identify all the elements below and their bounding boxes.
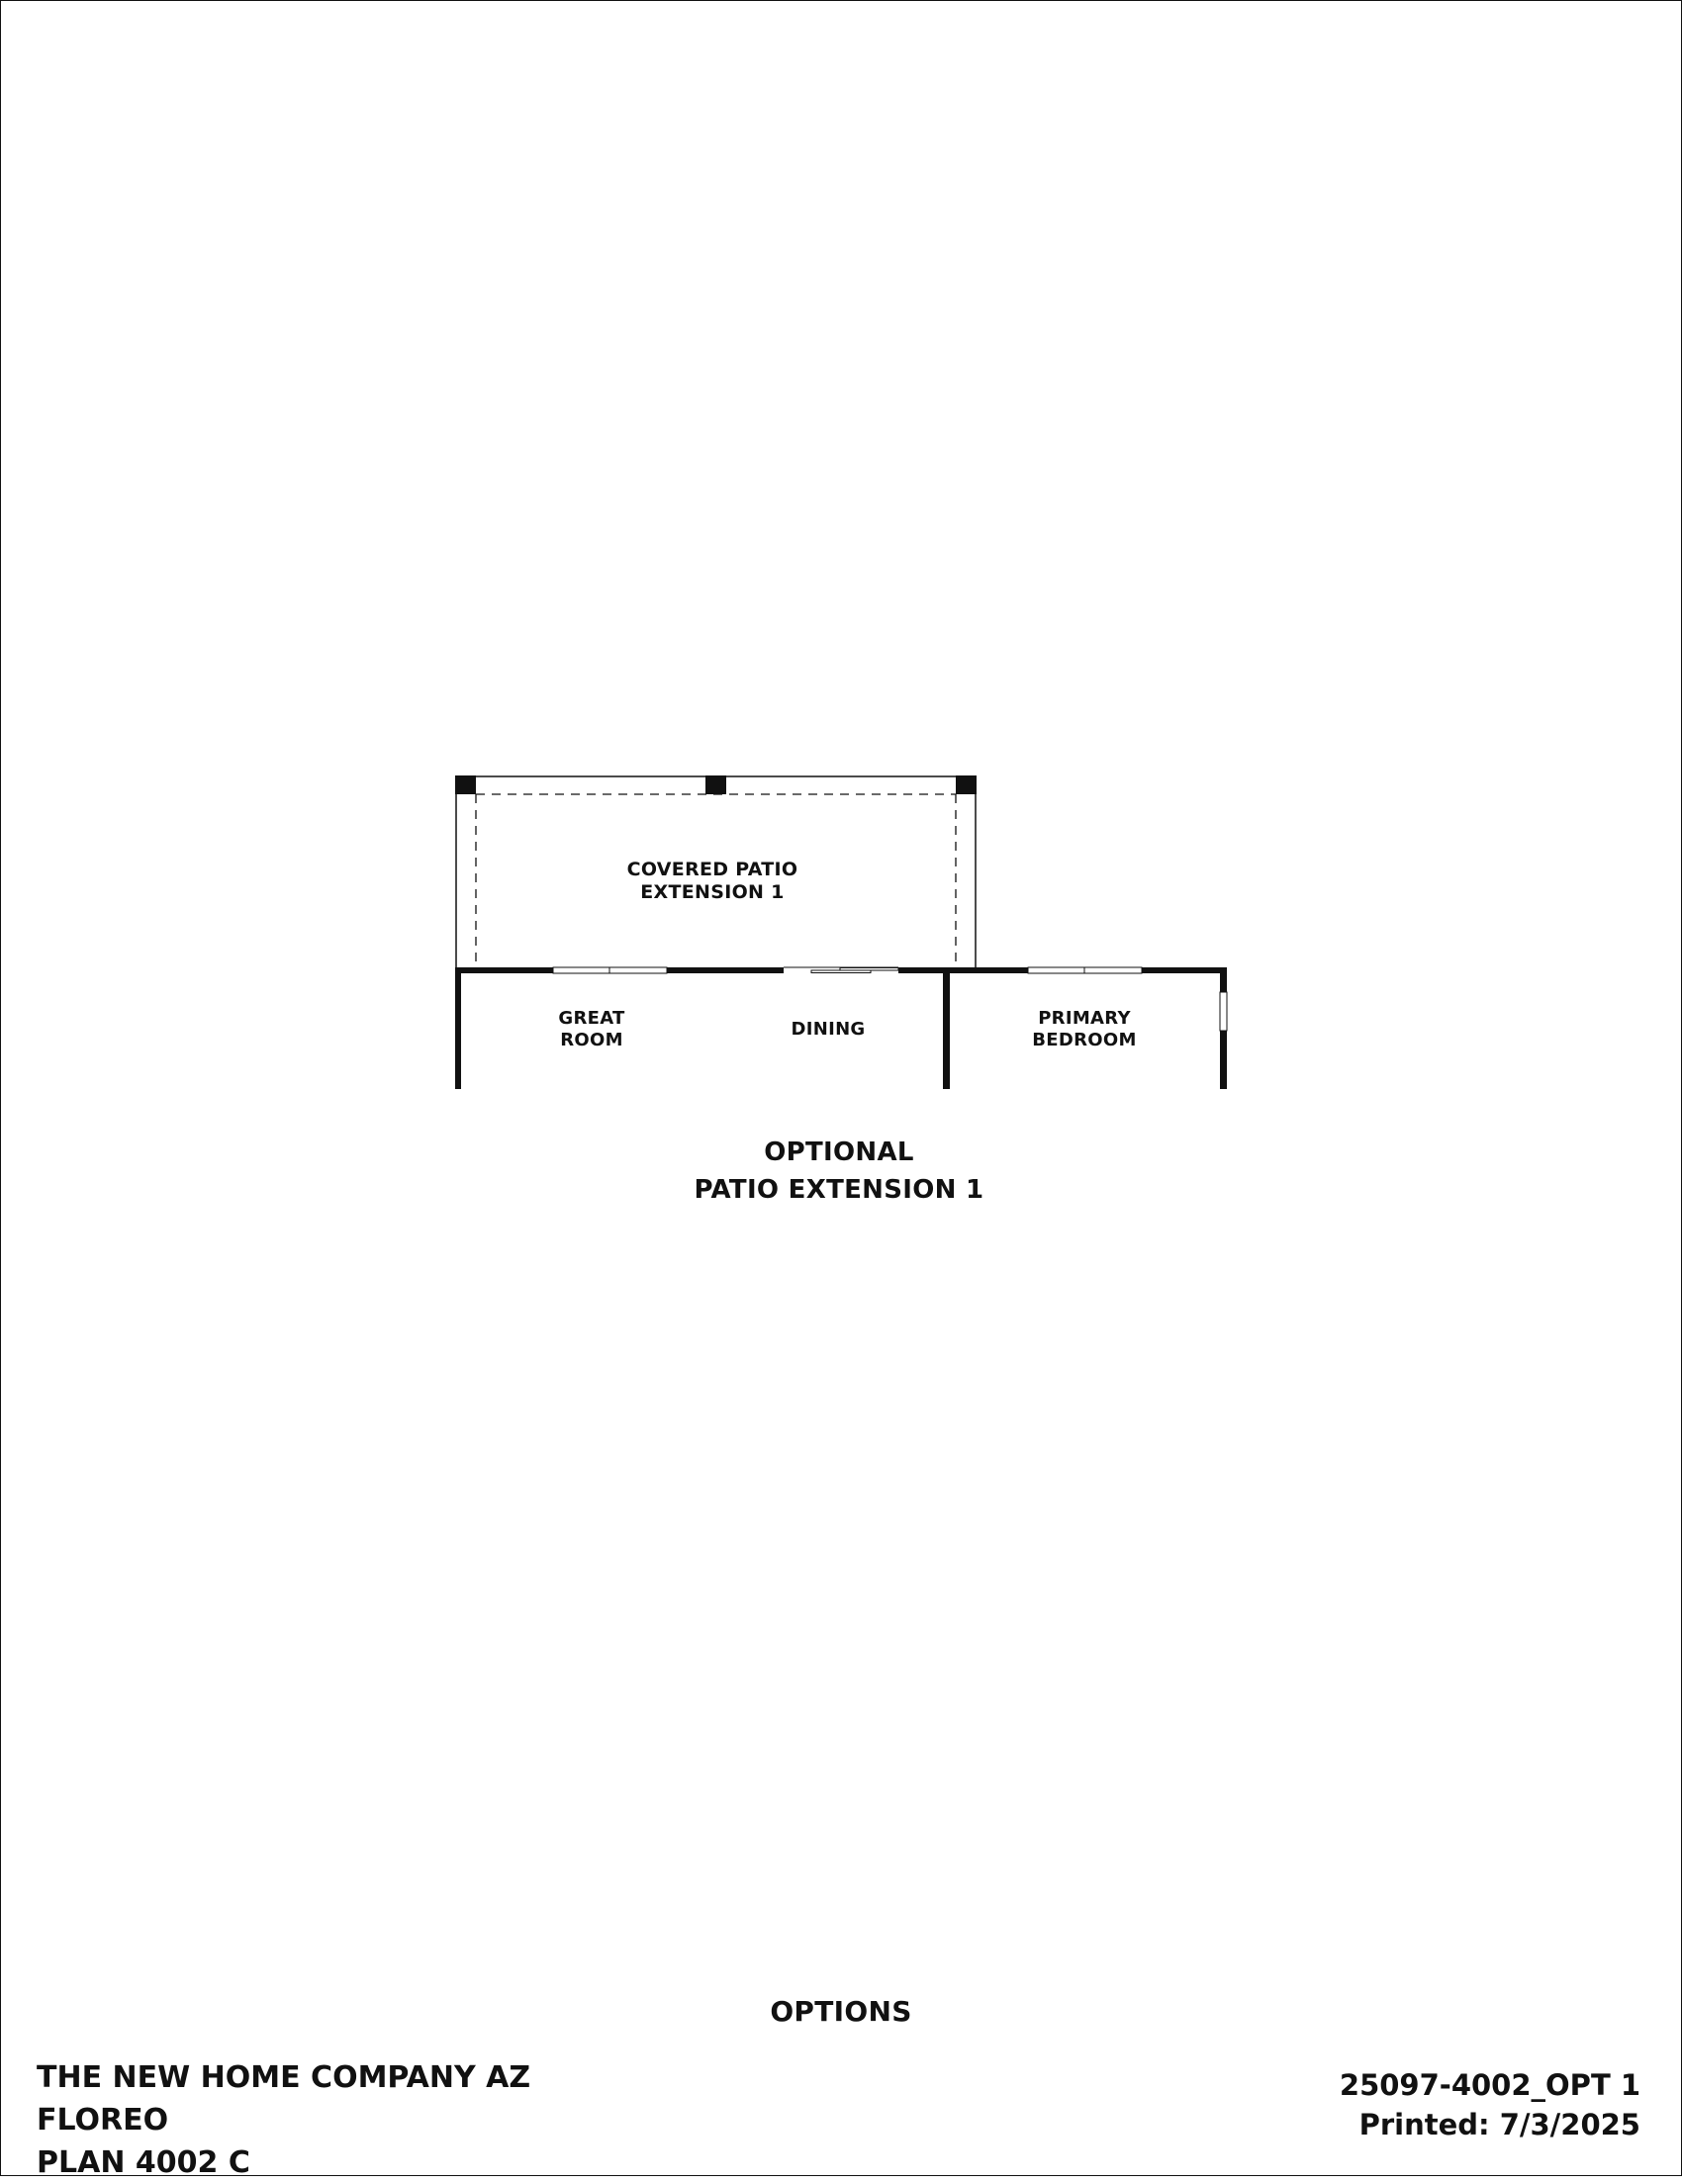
plan-caption-line1: OPTIONAL <box>764 1138 914 1167</box>
window-great-room <box>553 967 667 973</box>
room-label-primary-bedroom <box>1015 1008 1154 1051</box>
room-label-dining <box>769 1019 888 1041</box>
drawing-id: 25097-4002_OPT 1 <box>1339 2068 1640 2102</box>
covered-patio-label <box>594 859 831 904</box>
room-label-line2: BEDROOM <box>1032 1030 1137 1050</box>
section-title: OPTIONS <box>770 1995 912 2028</box>
covered-patio-label-line1: COVERED PATIO <box>626 859 798 880</box>
room-label-great-room <box>532 1008 651 1051</box>
room-label-line2: ROOM <box>560 1030 623 1050</box>
plan-caption-line2: PATIO EXTENSION 1 <box>694 1175 984 1205</box>
post-right <box>956 775 977 794</box>
window-primary-bedroom <box>1028 967 1142 973</box>
community-name: FLOREO <box>37 2103 169 2138</box>
post-left <box>455 775 476 794</box>
plan-name: PLAN 4002 C <box>37 2145 250 2180</box>
room-label-line1: PRIMARY <box>1038 1008 1131 1029</box>
room-label-line1: GREAT <box>558 1008 625 1029</box>
covered-patio-label-line2: EXTENSION 1 <box>640 881 785 903</box>
builder-name: THE NEW HOME COMPANY AZ <box>37 2060 531 2095</box>
plan-caption <box>641 1134 1037 1209</box>
title-block-right <box>1340 2065 1640 2144</box>
printed-date: Printed: 7/3/2025 <box>1358 2108 1640 2141</box>
title-block-left <box>37 2056 530 2184</box>
post-middle <box>705 775 726 794</box>
sliding-door-dining <box>784 967 898 973</box>
room-label-line1: DINING <box>791 1019 866 1040</box>
